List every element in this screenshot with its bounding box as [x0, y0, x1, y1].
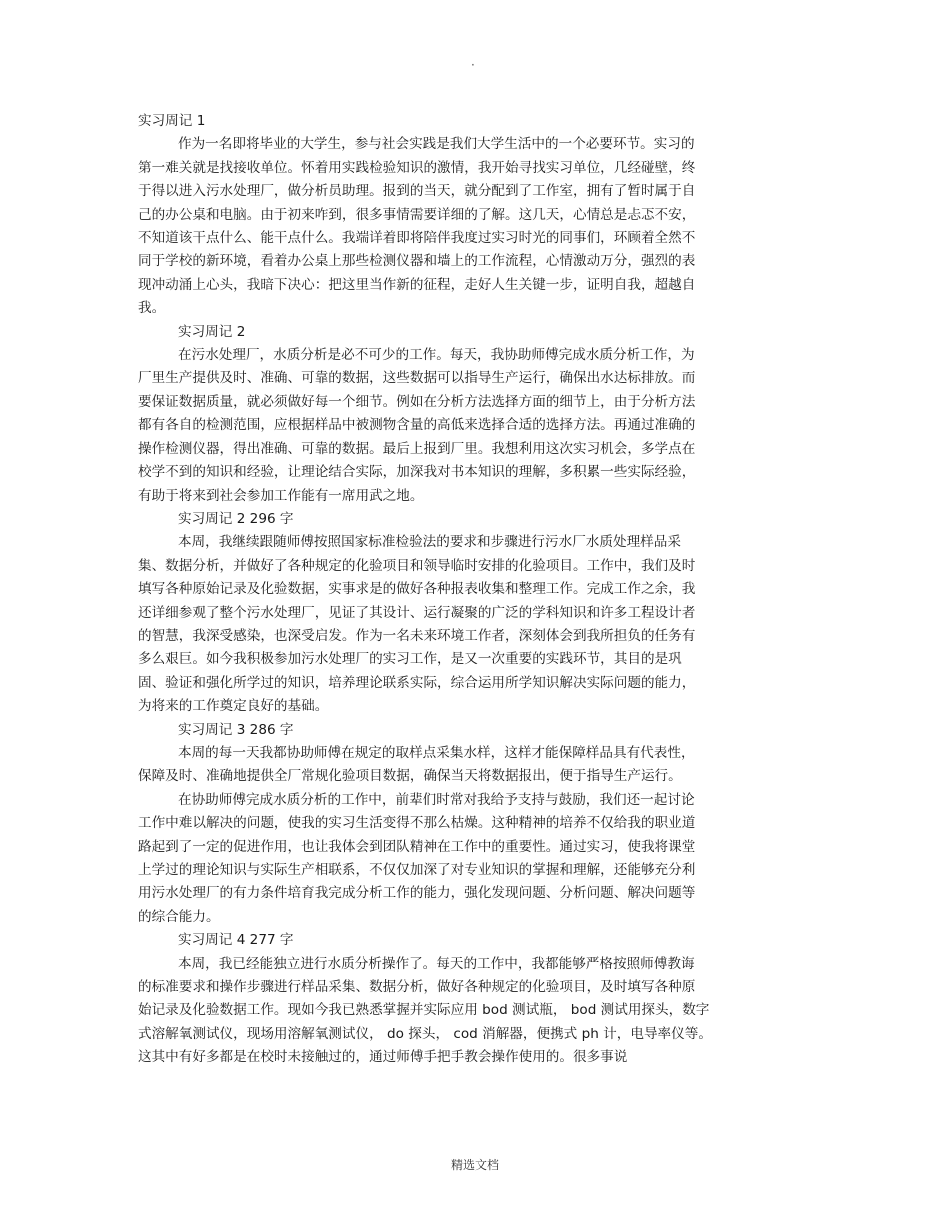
document-body	[138, 110, 798, 1070]
paragraph-line: 上学过的理论知识与实际生产相联系，不仅仅加深了对专业知识的掌握和理解，还能够充分利	[138, 862, 696, 878]
paragraph-line: 的标准要求和操作步骤进行样品采集、数据分析，做好各种规定的化验项目，及时填写各种原	[138, 979, 696, 996]
paragraph-line: 不知道该干点什么、能干点什么。我端详着即将陪伴我度过实习时光的同事们，环顾着全然不	[138, 230, 696, 247]
paragraph-line: 式溶解氧测试仪，现场用溶解氧测试仪， do 探头， cod 消解器，便携式 ph 计，电导率仪等。	[138, 1025, 712, 1042]
paragraph-line: 保障及时、准确地提供全厂常规化验项目数据，确保当天将数据报出，便于指导生产运行。	[138, 768, 682, 785]
paragraph-line: 多么艰巨。如今我积极参加污水处理厂的实习工作，是又一次重要的实践环节，其目的是巩	[138, 651, 682, 668]
paragraph-line: 作为一名即将毕业的大学生，参与社会实践是我们大学生活中的一个必要环节。实习的	[178, 136, 695, 153]
section-heading: 实习周记 4 277 字	[178, 932, 294, 949]
paragraph-line: 校学不到的知识和经验，让理论结合实际，加深我对书本知识的理解，多积累一些实际经验，	[138, 464, 696, 481]
paragraph-line: 都有各自的检测范围，应根据样品中被测物含量的高低来选择合适的选择方法。再通过准确的	[138, 417, 696, 434]
section-heading: 实习周记 3 286 字	[178, 721, 294, 738]
paragraph-line: 用污水处理厂的有力条件培育我完成分析工作的能力，强化发现问题、分析问题、解决问题等	[138, 885, 696, 902]
paragraph-line: 集、数据分析，并做好了各种规定的化验项目和领导临时安排的化验项目。工作中，我们及时	[138, 557, 696, 574]
paragraph-line: 我。	[138, 300, 166, 317]
paragraph-line: 还详细参观了整个污水处理厂，见证了其设计、运行凝聚的广泛的学科知识和许多工程设计者	[138, 604, 696, 621]
paragraph-line: 第一难关就是找接收单位。怀着用实践检验知识的激情，我开始寻找实习单位，几经碰壁，终	[138, 159, 696, 176]
paragraph-line: 的智慧，我深受感染，也深受启发。作为一名未来环境工作者，深刻体会到我所担负的任务有	[138, 627, 696, 644]
paragraph-line: 本周，我已经能独立进行水质分析操作了。每天的工作中，我都能够严格按照师傅教诲	[178, 955, 695, 972]
paragraph-line: 于得以进入污水处理厂，做分析员助理。报到的当天，就分配到了工作室，拥有了暂时属于自	[138, 183, 696, 200]
paragraph-line: 己的办公桌和电脑。由于初来咋到，很多事情需要详细的了解。这几天，心情总是忐忑不安，	[138, 206, 696, 223]
paragraph-line: 在污水处理厂，水质分析是必不可少的工作。每天，我协助师傅完成水质分析工作，为	[178, 347, 695, 364]
paragraph-line: 工作中难以解决的问题，使我的实习生活变得不那么枯燥。这种精神的培养不仅给我的职业道	[138, 815, 696, 832]
paragraph-line: 的综合能力。	[138, 908, 220, 925]
section-heading: 实习周记 2	[178, 323, 246, 340]
paragraph-line: 要保证数据质量，就必须做好每一个细节。例如在分析方法选择方面的细节上，由于分析方法	[138, 393, 696, 410]
paragraph-line: 操作检测仪器，得出准确、可靠的数据。最后上报到厂里。我想利用这次实习机会，多学点在	[138, 440, 696, 457]
paragraph-line: 厂里生产提供及时、准确、可靠的数据，这些数据可以指导生产运行，确保出水达标排放。而	[138, 370, 696, 387]
paragraph-line: 本周，我继续跟随师傅按照国家标准检验法的要求和步骤进行污水厂水质处理样品采	[178, 534, 681, 551]
paragraph-line: 本周的每一天我都协助师傅在规定的取样点采集水样，这样才能保障样品具有代表性，	[178, 744, 695, 761]
paragraph-line: 为将来的工作奠定良好的基础。	[138, 698, 329, 715]
section-heading: 实习周记 1	[138, 113, 206, 129]
paragraph-line: 固、验证和强化所学过的知识，培养理论联系实际，综合运用所学知识解决实际问题的能力，	[138, 674, 696, 691]
paragraph-line: 在协助师傅完成水质分析的工作中，前辈们时常对我给予支持与鼓励，我们还一起讨论	[178, 791, 695, 808]
paragraph-line: 路起到了一定的促进作用，也让我体会到团队精神在工作中的重要性。通过实习，使我将课堂	[138, 838, 696, 855]
paragraph-line: 有助于将来到社会参加工作能有一席用武之地。	[138, 487, 424, 504]
page-footer: 精选文档	[450, 1158, 499, 1172]
paragraph-line: 始记录及化验数据工作。现如今我已熟悉掌握并实际应用 bod 测试瓶， bod 测试用探头，数字	[138, 1002, 710, 1019]
paragraph-line: 填写各种原始记录及化验数据，实事求是的做好各种报表收集和整理工作。完成工作之余，我	[138, 581, 696, 598]
header-dot: ·	[471, 58, 475, 72]
paragraph-line: 同于学校的新环境，看着办公桌上那些检测仪器和墙上的工作流程，心情激动万分，强烈的表	[138, 253, 696, 270]
paragraph-line: 现冲动涌上心头，我暗下决心：把这里当作新的征程，走好人生关键一步，证明自我，超越自	[138, 276, 696, 293]
paragraph-line: 这其中有好多都是在校时未接触过的，通过师傅手把手教会操作使用的。很多事说	[138, 1049, 628, 1066]
section-heading: 实习周记 2 296 字	[178, 510, 294, 527]
